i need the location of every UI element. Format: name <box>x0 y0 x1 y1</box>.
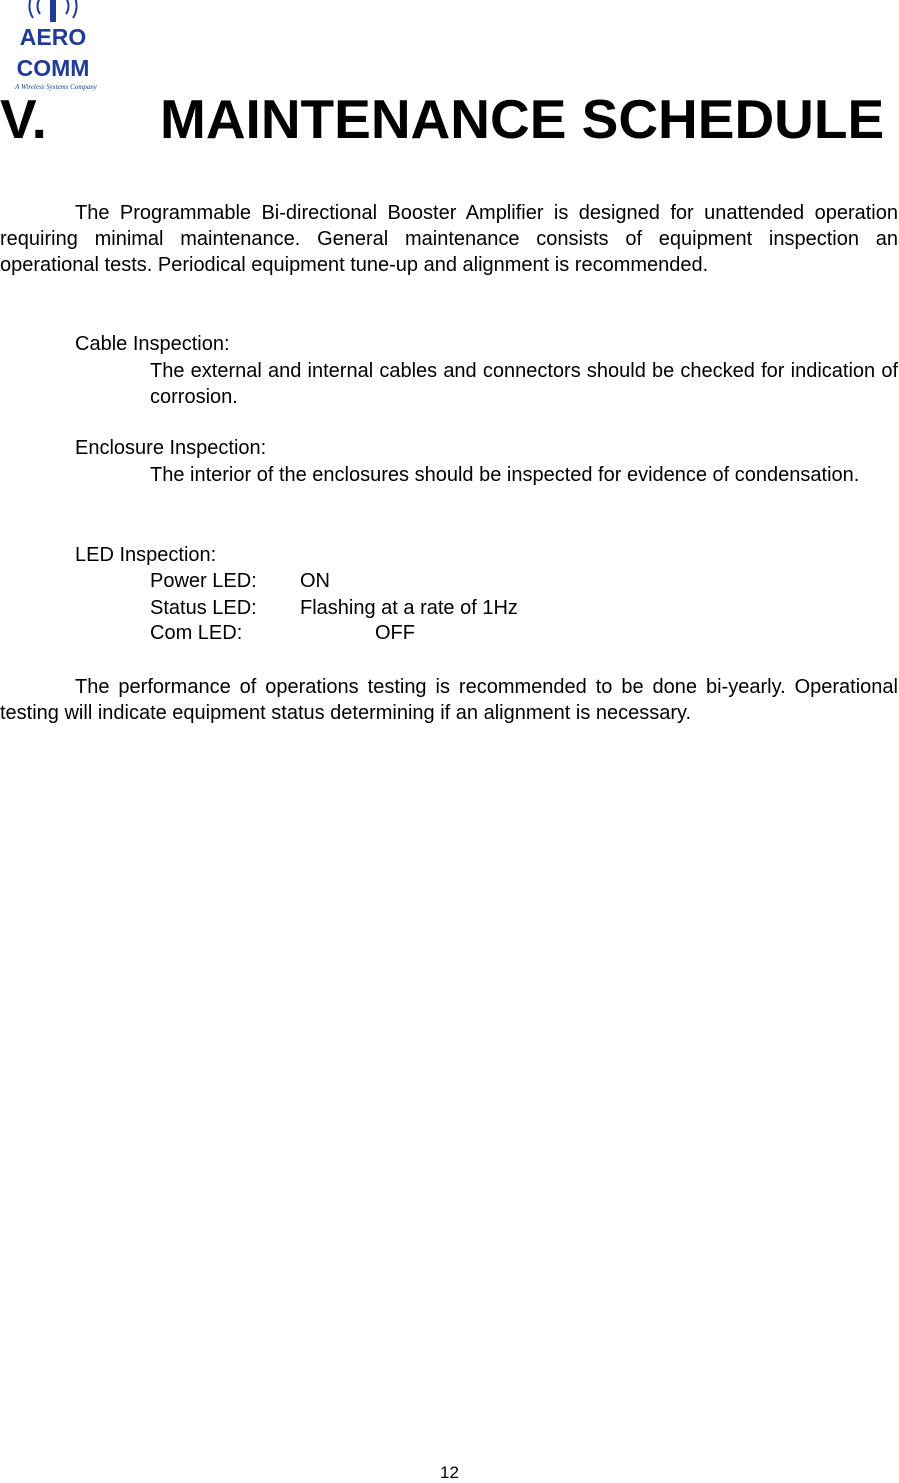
section-number: V. <box>0 88 47 150</box>
section-heading <box>0 84 899 154</box>
led-value-status: Flashing at a rate of 1Hz <box>300 597 518 619</box>
led-name-com: Com LED: <box>150 622 243 644</box>
closing-paragraph: The performance of operations testing is recommended to be done bi-yearly. Operational testing will indicate equipment status determining if an alignment is necessary. <box>0 676 898 724</box>
aerocomm-logo <box>0 0 116 92</box>
cable-inspection-text: The external and internal cables and connectors should be checked for indication of corrosion. <box>150 360 898 408</box>
page-number: 12 <box>440 1463 459 1482</box>
logo-line2: COMM <box>16 55 90 81</box>
led-value-power: ON <box>300 570 330 592</box>
led-inspection-label: LED Inspection: <box>75 544 217 566</box>
led-name-power: Power LED: <box>150 570 257 592</box>
led-value-com: OFF <box>375 622 415 644</box>
logo-tagline: A Wireless Systems Company <box>15 83 97 91</box>
logo-line1: AERO <box>19 24 87 50</box>
cable-inspection-label: Cable Inspection: <box>75 333 230 355</box>
intro-paragraph: The Programmable Bi-directional Booster Amplifier is designed for unattended operation requiring minimal maintenance. General maintenance consists of equipment inspection an operational tests. Periodical equipment tune-up and alignment is recommended. <box>0 202 898 276</box>
section-title: MAINTENANCE SCHEDULE <box>160 88 885 150</box>
aerocomm-logo-graphic <box>0 0 116 92</box>
enclosure-inspection-label: Enclosure Inspection: <box>75 437 267 459</box>
led-name-status: Status LED: <box>150 597 257 619</box>
enclosure-inspection-text: The interior of the enclosures should be inspected for evidence of condensation. <box>150 464 860 486</box>
